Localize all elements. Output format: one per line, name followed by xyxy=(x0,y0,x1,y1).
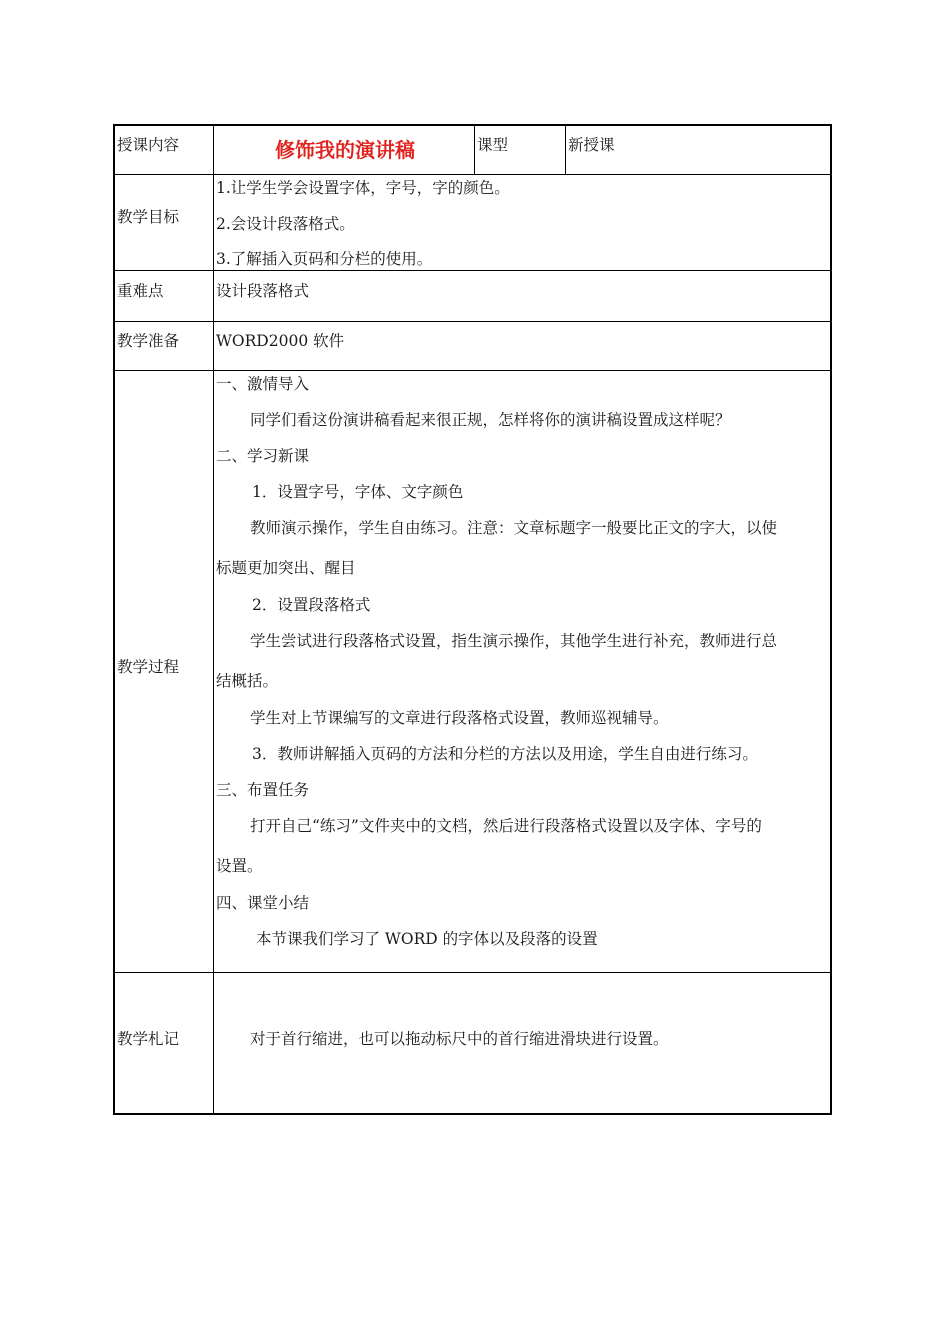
objective-item: 2.会设计段落格式。 xyxy=(216,215,355,233)
process-line: 标题更加突出、醒目 xyxy=(216,559,356,577)
objective-item: 3.了解插入页码和分栏的使用。 xyxy=(216,250,433,268)
key-points-label: 重难点 xyxy=(117,282,164,300)
process-line: 学生对上节课编写的文章进行段落格式设置，教师巡视辅导。 xyxy=(250,709,669,727)
process-step: 2．设置段落格式 xyxy=(252,596,371,614)
row-divider xyxy=(115,321,830,322)
process-line: 结概括。 xyxy=(216,672,279,690)
process-line: 打开自己“练习”文件夹中的文档，然后进行段落格式设置以及字体、字号的 xyxy=(250,817,762,835)
key-points-value: 设计段落格式 xyxy=(216,282,310,300)
objectives-label: 教学目标 xyxy=(117,208,180,226)
process-line: 同学们看这份演讲稿看起来很正规，怎样将你的演讲稿设置成这样呢？ xyxy=(250,411,731,429)
process-step: 3．教师讲解插入页码的方法和分栏的方法以及用途，学生自由进行练习。 xyxy=(252,745,758,763)
process-line: 教师演示操作，学生自由练习。注意：文章标题字一般要比正文的字大，以使 xyxy=(250,519,778,537)
preparation-value: WORD2000 软件 xyxy=(216,332,345,350)
process-heading: 四、课堂小结 xyxy=(216,894,310,912)
process-line: 本节课我们学习了 WORD 的字体以及段落的设置 xyxy=(256,930,598,948)
process-heading: 一、激情导入 xyxy=(216,375,310,393)
process-label: 教学过程 xyxy=(117,658,180,676)
lesson-plan-table xyxy=(113,124,832,1115)
lesson-content-label: 授课内容 xyxy=(117,136,180,154)
row-divider xyxy=(115,370,830,371)
lesson-type-value: 新授课 xyxy=(568,136,615,154)
process-heading: 三、布置任务 xyxy=(216,781,310,799)
process-step: 1．设置字号，字体、文字颜色 xyxy=(252,483,464,501)
process-line: 设置。 xyxy=(216,857,263,875)
objective-item: 1.让学生学会设置字体，字号，字的颜色。 xyxy=(216,179,510,197)
column-divider xyxy=(565,126,566,174)
row-divider xyxy=(115,174,830,175)
preparation-label: 教学准备 xyxy=(117,332,180,350)
process-line: 学生尝试进行段落格式设置，指生演示操作，其他学生进行补充，教师进行总 xyxy=(250,632,778,650)
lesson-type-label: 课型 xyxy=(477,136,509,154)
column-divider xyxy=(213,126,214,1113)
row-divider xyxy=(115,972,830,973)
row-divider xyxy=(115,270,830,271)
lesson-title: 修饰我的演讲稿 xyxy=(275,138,415,162)
notes-value: 对于首行缩进，也可以拖动标尺中的首行缩进滑块进行设置。 xyxy=(250,1030,669,1048)
notes-label: 教学札记 xyxy=(117,1030,180,1048)
process-heading: 二、学习新课 xyxy=(216,447,310,465)
